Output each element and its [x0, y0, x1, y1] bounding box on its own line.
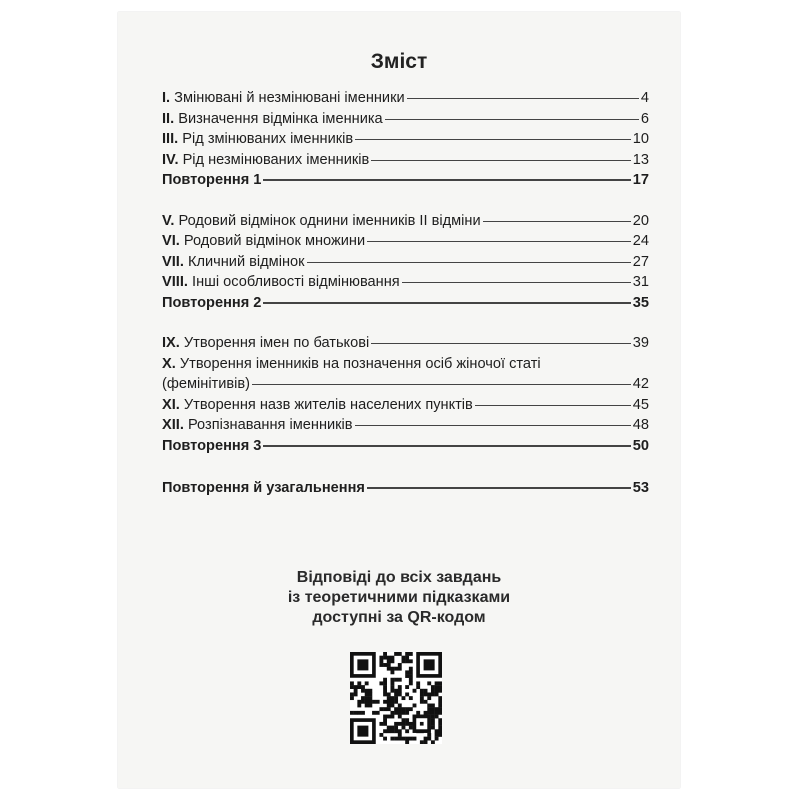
toc-entry-number: IX.: [162, 335, 180, 351]
dot-leader: [367, 487, 631, 489]
toc-review-page: 50: [632, 437, 649, 454]
toc-entry-title: Змінювані й незмінювані іменники: [174, 90, 405, 106]
toc-entry-page: 27: [632, 253, 649, 270]
dot-leader: [355, 139, 631, 140]
dot-leader: [385, 119, 639, 120]
toc-entry-page: 24: [632, 233, 649, 249]
qr-code-icon[interactable]: [350, 652, 442, 744]
dot-leader: [407, 98, 639, 99]
toc-entry-number: VI.: [162, 233, 180, 249]
toc-entry-page: 13: [632, 151, 649, 168]
toc-entry-title: Розпізнавання іменників: [187, 417, 353, 433]
toc-entry-number: XI.: [162, 396, 180, 413]
section-gap: [162, 456, 649, 478]
toc-review-page: 35: [632, 294, 649, 311]
toc-entry: [162, 88, 649, 109]
toc-entry-number: IV.: [162, 151, 179, 168]
toc-entry-page: 20: [632, 212, 649, 229]
toc-entry-title-continued: (фемінітивів): [162, 376, 251, 392]
toc-entry-number: І.: [162, 90, 171, 106]
toc-entry-title: Рід незмінюваних іменників: [182, 151, 370, 168]
section-gap: [162, 313, 649, 333]
toc-entry: [162, 272, 649, 293]
toc-entry-page: 45: [632, 396, 649, 413]
toc-entry-title: Інші особливості відмінювання: [192, 274, 400, 290]
toc-entry-title: Утворення іменників на позначення осіб жіночої статі: [179, 355, 541, 372]
dot-leader: [371, 343, 631, 344]
toc-review-entry: [162, 170, 649, 191]
toc-entry-title: Визначення відмінка іменника: [178, 110, 383, 127]
toc-entry: [162, 129, 649, 150]
toc-entry-number: V.: [162, 212, 175, 229]
toc-entry: [162, 231, 649, 252]
dot-leader: [475, 405, 631, 406]
toc-entry-page: 6: [640, 110, 649, 127]
book-page: [118, 12, 680, 788]
toc-review-title: Повторення 1: [162, 172, 262, 188]
toc-summary-page: 53: [632, 480, 649, 496]
toc-entry: [162, 415, 649, 436]
toc-review-title: Повторення 3: [162, 437, 262, 454]
dot-leader: [263, 179, 630, 181]
toc-entry: [162, 354, 649, 395]
toc-entry-title: Рід змінюваних іменників: [182, 131, 354, 147]
toc-entry: [162, 150, 649, 171]
toc-entry: [162, 109, 649, 130]
dot-leader: [402, 282, 631, 283]
dot-leader: [263, 302, 630, 304]
section-gap: [162, 191, 649, 211]
qr-code-graphic: [350, 652, 442, 744]
toc-summary-title: Повторення й узагальнення: [162, 480, 365, 496]
dot-leader: [252, 384, 631, 385]
toc-entry-number: XII.: [162, 417, 184, 433]
toc-entry-number: ІІІ.: [162, 131, 179, 147]
answers-note: [118, 568, 680, 628]
dot-leader: [483, 221, 631, 222]
toc-entry-title: Кличний відмінок: [187, 253, 305, 270]
toc-review-title: Повторення 2: [162, 294, 262, 311]
toc-entry: [162, 333, 649, 354]
dot-leader: [367, 241, 631, 242]
toc-entry: [162, 252, 649, 273]
toc-entry: [162, 211, 649, 232]
toc-entry-page: 10: [632, 131, 649, 147]
toc-entry-page: 31: [632, 274, 649, 290]
dot-leader: [263, 445, 630, 447]
table-of-contents: [162, 88, 649, 499]
toc-entry-title: Утворення назв жителів населених пунктів: [183, 396, 473, 413]
answers-note-line: доступні за QR-кодом: [312, 609, 486, 626]
toc-entry-number: X.: [162, 355, 176, 372]
toc-review-page: 17: [632, 172, 649, 188]
toc-entry-title: Утворення імен по батькові: [183, 335, 370, 351]
toc-entry-title: Родовий відмінок множини: [183, 233, 366, 249]
toc-summary-entry: [162, 478, 649, 499]
answers-note-line: Відповіді до всіх завдань: [296, 569, 502, 586]
dot-leader: [355, 425, 631, 426]
toc-entry-number: ІІ.: [162, 110, 175, 127]
toc-review-entry: [162, 436, 649, 457]
toc-entry-number: VII.: [162, 253, 184, 270]
toc-entry-page: 39: [632, 335, 649, 351]
toc-entry: [162, 395, 649, 416]
dot-leader: [307, 262, 631, 263]
dot-leader: [371, 160, 631, 161]
toc-entry-page: 42: [632, 376, 649, 392]
page-title: Зміст: [370, 50, 428, 73]
toc-review-entry: [162, 293, 649, 314]
toc-entry-page: 4: [640, 90, 649, 106]
answers-note-line: із теоретичними підказками: [287, 589, 511, 606]
toc-entry-title: Родовий відмінок однини іменників ІІ відміни: [178, 212, 481, 229]
toc-entry-number: VIII.: [162, 274, 188, 290]
toc-entry-page: 48: [632, 417, 649, 433]
